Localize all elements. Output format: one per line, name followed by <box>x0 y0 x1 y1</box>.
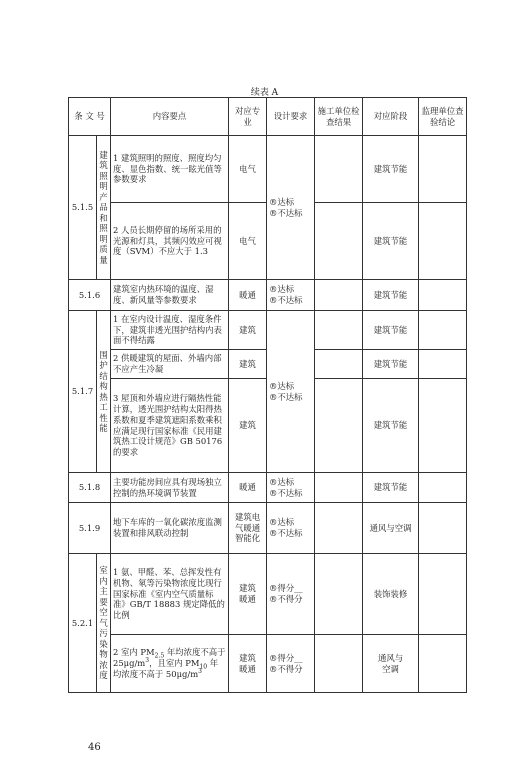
discipline-cell: 电气 <box>229 203 267 280</box>
discipline-cell: 建筑 <box>229 311 267 350</box>
supervisor-conclusion-cell[interactable] <box>419 280 467 311</box>
header-discipline: 对应专业 <box>229 98 267 136</box>
discipline-line: 暖通 <box>239 594 256 604</box>
article-number: 5.1.8 <box>69 473 111 503</box>
supervisor-conclusion-cell[interactable] <box>419 203 467 280</box>
stage-cell: 装饰装修 <box>363 554 419 635</box>
contractor-result-cell[interactable] <box>315 473 363 503</box>
design-option[interactable]: ®不达标 <box>269 207 303 218</box>
table-header-row <box>69 98 467 136</box>
supervisor-conclusion-cell[interactable] <box>419 379 467 473</box>
design-option[interactable]: ®不达标 <box>269 391 303 402</box>
discipline-cell: 建筑电气暖通智能化 <box>229 503 267 554</box>
stage-cell: 建筑节能 <box>363 350 419 379</box>
table-continued-title: 续表 A <box>250 88 279 98</box>
page-number: 46 <box>88 742 101 753</box>
article-number: 5.1.6 <box>69 280 111 311</box>
contractor-result-cell[interactable] <box>315 350 363 379</box>
stage-cell: 建筑节能 <box>363 136 419 203</box>
design-option[interactable]: ®不得分 <box>269 663 303 674</box>
supervisor-conclusion-cell[interactable] <box>419 473 467 503</box>
item-text: 1 氨、甲醛、苯、总挥发性有机物、氡等污染物浓度比现行国家标准《室内空气质量标准》GB/T 18883 规定降低的比例 <box>111 554 229 635</box>
supervisor-conclusion-cell[interactable] <box>419 350 467 379</box>
design-option[interactable]: ®达标 <box>269 380 295 391</box>
stage-cell: 建筑节能 <box>363 280 419 311</box>
discipline-cell: 暖通 <box>229 280 267 311</box>
supervisor-conclusion-cell[interactable] <box>419 311 467 350</box>
header-contractor: 施工单位检查结果 <box>315 98 363 136</box>
table-row <box>69 554 467 635</box>
stage-cell: 建筑节能 <box>363 473 419 503</box>
item-text: 2 人员长期停留的场所采用的光源和灯具，其频闪效应可视度（SVM）不应大于 1.3 <box>111 203 229 280</box>
header-content: 内容要点 <box>111 98 229 136</box>
contractor-result-cell[interactable] <box>315 203 363 280</box>
design-option[interactable]: ®不达标 <box>269 528 303 538</box>
design-option[interactable]: ®得分__ <box>269 583 303 594</box>
supervisor-conclusion-cell[interactable] <box>419 554 467 635</box>
group-label: 室内主要空气污染物浓度 <box>97 554 111 693</box>
item-text: 建筑室内热环境的温度、湿度、新风量等参数要求 <box>111 280 229 311</box>
design-cell <box>267 136 315 280</box>
design-cell <box>267 280 315 311</box>
article-number: 5.1.7 <box>69 311 97 473</box>
design-cell <box>267 635 315 693</box>
design-cell <box>267 311 315 473</box>
discipline-cell: 建筑 <box>229 379 267 473</box>
discipline-cell: 暖通 <box>229 473 267 503</box>
item-text: 2 供暖建筑的屋面、外墙内部不应产生冷凝 <box>111 350 229 379</box>
supervisor-conclusion-cell[interactable] <box>419 136 467 203</box>
stage-cell: 建筑节能 <box>363 203 419 280</box>
header-stage: 对应阶段 <box>363 98 419 136</box>
group-label: 建筑照明产品和照明质量 <box>97 136 111 280</box>
item-text: 地下车库的一氧化碳浓度监测装置和排风联动控制 <box>111 503 229 554</box>
contractor-result-cell[interactable] <box>315 311 363 350</box>
design-option[interactable]: ®达标 <box>269 517 295 528</box>
supervisor-conclusion-cell[interactable] <box>419 635 467 693</box>
design-option[interactable]: ®不达标 <box>269 295 303 305</box>
article-number: 5.2.1 <box>69 554 97 693</box>
item-text: 1 在室内设计温度、湿度条件下，建筑非透光围护结构内表面不得结露 <box>111 311 229 350</box>
discipline-line: 建筑 <box>239 652 256 663</box>
table-row <box>69 473 467 503</box>
design-option[interactable]: ®不得分 <box>269 594 303 604</box>
table-row <box>69 280 467 311</box>
table-row <box>69 136 467 203</box>
contractor-result-cell[interactable] <box>315 379 363 473</box>
group-label: 围护结构热工性能 <box>97 311 111 473</box>
design-option[interactable]: ®达标 <box>269 196 295 207</box>
discipline-cell: 建筑 <box>229 350 267 379</box>
design-cell <box>267 554 315 635</box>
discipline-cell <box>229 635 267 693</box>
article-number: 5.1.9 <box>69 503 111 554</box>
discipline-line: 建筑 <box>239 583 256 594</box>
item-text: 1 建筑照明的照度、照度均匀度、显色指数、统一眩光值等参数要求 <box>111 136 229 203</box>
stage-line: 空调 <box>382 663 399 674</box>
article-number: 5.1.5 <box>69 136 97 280</box>
table-row <box>69 311 467 350</box>
contractor-result-cell[interactable] <box>315 554 363 635</box>
item-text: 3 屋顶和外墙应进行隔热性能计算，透光围护结构太阳得热系数和夏季建筑遮阳系数乘积应满足现行国家标准《民用建筑热工设计规范》GB 50176 的要求 <box>111 379 229 473</box>
table-row <box>69 503 467 554</box>
item-text: 主要功能房间应具有现场独立控制的热环境调节装置 <box>111 473 229 503</box>
contractor-result-cell[interactable] <box>315 136 363 203</box>
stage-cell: 建筑节能 <box>363 379 419 473</box>
contractor-result-cell[interactable] <box>315 503 363 554</box>
table-row <box>69 635 467 693</box>
stage-cell: 建筑节能 <box>363 311 419 350</box>
contractor-result-cell[interactable] <box>315 280 363 311</box>
design-option[interactable]: ®达标 <box>269 476 295 487</box>
design-cell <box>267 473 315 503</box>
checklist-table <box>68 97 467 693</box>
stage-line: 通风与 <box>377 652 404 663</box>
contractor-result-cell[interactable] <box>315 635 363 693</box>
design-option[interactable]: ®达标 <box>269 284 295 295</box>
supervisor-conclusion-cell[interactable] <box>419 503 467 554</box>
stage-cell: 通风与空调 <box>363 503 419 554</box>
header-design: 设计要求 <box>267 98 315 136</box>
discipline-cell: 电气 <box>229 136 267 203</box>
header-article-no: 条 文 号 <box>69 98 111 136</box>
design-cell <box>267 503 315 554</box>
design-option[interactable]: ®不达标 <box>269 487 303 498</box>
design-option[interactable]: ®得分__ <box>269 652 303 663</box>
stage-cell <box>363 635 419 693</box>
item-text: 2 室内 $PM_{2.5}$ 年均浓度不高于 $25\mu g/m^3$，且室内 $PM_{10}$ 年均浓度不高于 $50\mu g/m^3$ <box>111 635 229 693</box>
discipline-cell <box>229 554 267 635</box>
header-supervisor: 监理单位查验结论 <box>419 98 467 136</box>
discipline-line: 暖通 <box>239 663 256 674</box>
